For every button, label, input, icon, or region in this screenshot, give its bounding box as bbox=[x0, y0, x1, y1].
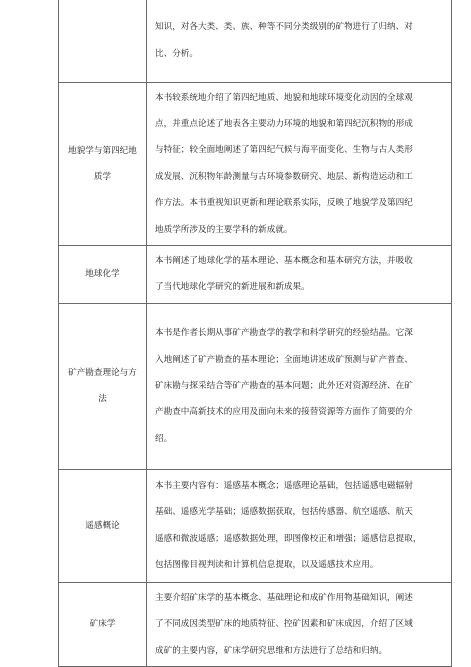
table-row bbox=[59, 0, 452, 82]
course-description-cell bbox=[147, 245, 452, 303]
course-name-cell bbox=[59, 582, 147, 666]
table-body bbox=[59, 0, 452, 666]
description-line: 基础、遥感光学基础；遥感数据获取，包括传感器、航空遥感、航天 bbox=[155, 507, 413, 518]
book-description-table bbox=[58, 0, 452, 667]
description-line: 入地阐述了矿产勘查的基本理论；全面地讲述成矿预测与矿产普查、 bbox=[155, 354, 413, 365]
description-line: 地质学所涉及的主要学科的新成就。 bbox=[155, 224, 293, 235]
course-name: 矿床学 bbox=[89, 619, 116, 630]
description-line: 遥感和微波遥感；遥感数据处理，即图像校正和增强；遥感信息提取， bbox=[155, 533, 422, 544]
description-line: 绍。 bbox=[155, 433, 173, 444]
description-line: 了不同成因类型矿床的地质特征、控矿因素和矿床成因，介绍了区域 bbox=[155, 619, 413, 630]
course-description-cell bbox=[147, 0, 452, 82]
course-name: 矿产勘查理论与方 法 bbox=[68, 368, 137, 405]
course-description-cell bbox=[147, 303, 452, 469]
table-row bbox=[59, 469, 452, 582]
description-line: 点，并重点论述了地表各主要动力环境的地貌和第四纪沉积物的形成 bbox=[155, 118, 413, 129]
course-name: 地貌学与第四纪地 质学 bbox=[68, 145, 137, 182]
description-line: 成矿的主要内容，矿床学研究思维和方法进行了总结和归纳。 bbox=[155, 645, 388, 656]
course-name-cell bbox=[59, 245, 147, 303]
course-description-cell bbox=[147, 582, 452, 666]
course-description-cell bbox=[147, 469, 452, 582]
course-description-cell bbox=[147, 82, 452, 245]
description-line: 本书较系统地介绍了第四纪地质、地貌和地球环境变化动因的全球观 bbox=[155, 92, 413, 103]
course-name: 遥感概论 bbox=[85, 520, 120, 531]
description-line: 了当代地球化学研究的新进展和新成果。 bbox=[155, 282, 310, 293]
description-line: 主要介绍矿床学的基本概念、基础理论和成矿作用物基础知识，阐述 bbox=[155, 592, 413, 603]
description-line: 本书是作者长期从事矿产勘查学的教学和科学研究的经验结晶。它深 bbox=[155, 328, 413, 339]
description-line: 包括图像目视判读和计算机信息提取，以及遥感技术应用。 bbox=[155, 560, 379, 571]
table-row bbox=[59, 303, 452, 469]
description-line: 作方法。本书重视知识更新和理论联系实际，反映了地貌学及第四纪 bbox=[155, 198, 413, 209]
description-line: 本书阐述了地球化学的基本理论、基本概念和基本研究方法，并吸收 bbox=[155, 255, 413, 266]
course-name-cell bbox=[59, 82, 147, 245]
description-line: 比、分析。 bbox=[155, 48, 198, 59]
table-row bbox=[59, 82, 452, 245]
course-name-cell bbox=[59, 469, 147, 582]
course-name: 地球化学 bbox=[85, 269, 120, 280]
table-row bbox=[59, 245, 452, 303]
description-line: 本书主要内容有：遥感基本概念；遥感理论基础，包括遥感电磁辐射 bbox=[155, 480, 413, 491]
description-line: 与特征；较全面地阐述了第四纪气候与海平面变化、生物与古人类形 bbox=[155, 145, 413, 156]
description-line: 知识，对各大类、类、族、种等不同分类级别的矿物进行了归纳、对 bbox=[155, 22, 413, 33]
description-line: 成发展、沉积物年龄测量与古环境参数研究、地层、新构造运动和工 bbox=[155, 171, 413, 182]
description-line: 产勘查中高新技术的应用及面向未来的接替资源等方面作了简要的介 bbox=[155, 407, 413, 418]
course-name-cell bbox=[59, 0, 147, 82]
description-line: 矿床勘与探采结合等矿产勘查的基本问题；此外还对资源经济、在矿 bbox=[155, 381, 413, 392]
table-row bbox=[59, 582, 452, 666]
course-name-cell bbox=[59, 303, 147, 469]
